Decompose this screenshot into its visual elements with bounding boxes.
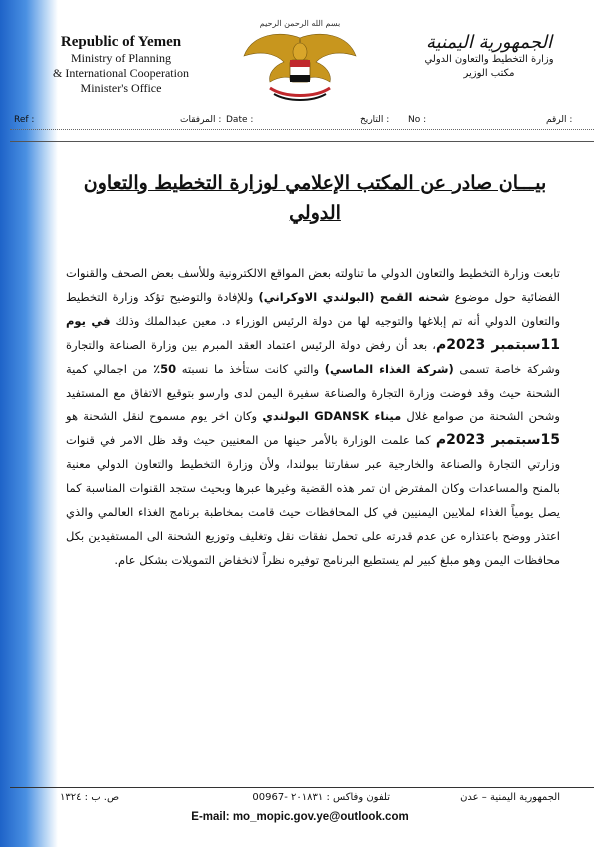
arabic-letterhead [404, 32, 574, 81]
ref-label: Ref : [14, 115, 35, 125]
basmala: بسم الله الرحمن الرحيم [259, 19, 341, 28]
footer-divider [10, 787, 594, 788]
ref-label-arabic: الرقم : [546, 115, 573, 125]
english-office-line: Minister's Office [80, 81, 162, 95]
statement-title: بيـــان صادر عن المكتب الإعلامي لوزارة التخطيط والتعاون الدولي [83, 172, 547, 224]
company-highlight: (شركة الغذاء الماسي) [324, 361, 454, 376]
header-divider [10, 141, 594, 142]
yemen-eagle-emblem-icon [240, 16, 360, 108]
english-letterhead [36, 34, 206, 96]
footer-address: الجمهورية اليمنية – عدن [460, 792, 560, 803]
footer-email: E-mail: mo_mopic.gov.ye@outlook.com [191, 811, 409, 823]
wheat-shipment-highlight: شحنه القمح (البولندي الاوكراني) [258, 289, 450, 304]
arabic-office-line: مكتب الوزير [463, 68, 515, 79]
body-paragraph: تابعت وزارة التخطيط والتعاون الدولي ما تناولته بعض المواقع الالكترونية وللأسف بعض الصحف والقنوات الفضائية حول موضوع شحنه القمح (البولندي الاوكراني) وللإفادة والتوضيح تؤكد وزارة التخطيط والتعاون الدولي أنه تم إبلاغها والتوجيه لها من دولة الرئيس الوزراء د. معين عبدالملك وذلك في يوم 11سبتمبر 2023م، بعد أن رفض دولة الرئيس اعتماد العقد المبرم بين وزارة الصناعة والتجارة وشركة خاصة تسمى (شركة الغذاء الماسي) والتي كانت ستأخذ ما نسبته 50٪ من اجمالي كمية الشحنة حيث وقد فوضت وزارة التجارة والصناعة سفيرة اليمن لدى وارسو بتوقيع الاتفاق مع المستفيد وشحن الشحنة من صوامع غلال ميناء GDANSK البولندي وكان اخر يوم مسموح لنقل الشحنة هو 15سبتمبر 2023م كما علمت الوزارة بالأمر حينها من المعنيين حيث وقد ظل الامر في قنوات وزارتي التجارة والصناعة والخارجية عبر سفارتنا ببولندا، ولأن وزارة التخطيط والتعاون الدولي معنية بالمنح والمساعدات وكان المفترض ان تمر هذه القضية وغيرها عبرها وبحيث ستجد القنوات المناسبة كما يصل يومياً الغذاء لملايين اليمنيين في كل المحافظات حيث قامت بمخاطبة برنامج الغذاء العالمي والذي اعتذر ووضح باعتذاره عن عدم قدرته على تحمل نفقات نقل وتغليف وتوزيع الشحنة الى المستفيدين بكل محافظات اليمن وهو مبلغ كبير لم يستطيع البرنامج توفيره نظراً لانخفاض التمويلات بشكل عام. [66, 266, 561, 567]
letterhead [0, 0, 600, 108]
watermark-logo [6, 520, 32, 578]
footer-contact [60, 790, 560, 810]
watermark-logo [6, 650, 32, 708]
port-highlight: ميناء GDANSK البولندي [262, 409, 402, 424]
no-label: No : [408, 115, 427, 125]
date-label: Date : [226, 115, 254, 125]
date-highlight: 15سبتمبر 2023م [435, 432, 560, 449]
watermark-logo [6, 390, 32, 448]
footer-pobox: ص. ب : ١٣٢٤ [60, 792, 120, 803]
english-ministry-line: & International Cooperation [53, 66, 189, 80]
arabic-ministry-line: وزارة التخطيط والتعاون الدولي [424, 54, 554, 65]
date-label-arabic: المرفقات : [180, 115, 222, 125]
english-ministry-line: Ministry of Planning [70, 51, 171, 65]
arabic-country-name: الجمهورية اليمنية [425, 32, 553, 53]
english-country-name: Republic of Yemen [60, 34, 182, 50]
percent-highlight: 50٪ [153, 361, 177, 376]
date-label-arabic: التاريخ : [360, 115, 390, 125]
reference-row [10, 113, 594, 130]
footer-phone: تلفون وفاكس : ٢٠١٨٣١ -00967 [252, 792, 390, 803]
statement-body [66, 262, 560, 573]
watermark-logo [6, 250, 32, 308]
date-highlight: 11سبتمبر 2023م [436, 336, 560, 353]
